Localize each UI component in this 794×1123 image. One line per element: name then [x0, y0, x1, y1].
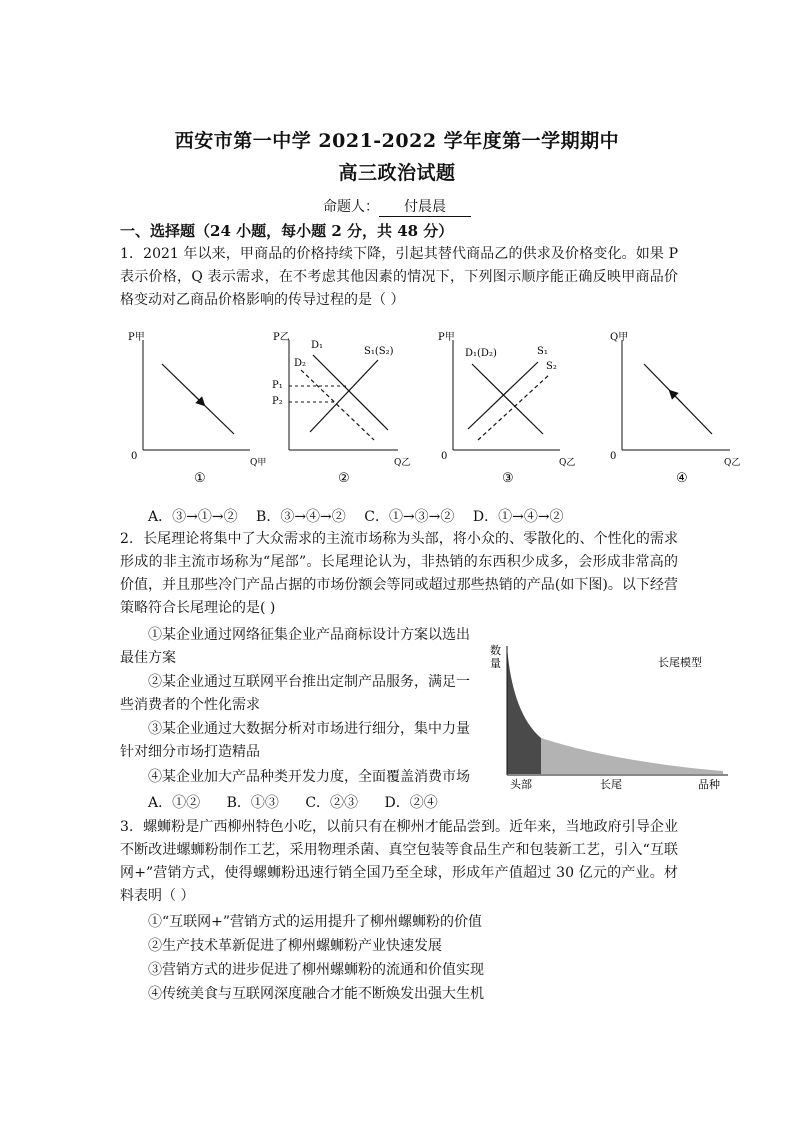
q3-item-1[interactable]: ①“互联网+”营销方式的运用提升了柳州螺蛳粉的价值 [148, 914, 483, 930]
graph1-y-label: P甲 [128, 332, 145, 343]
graph2-number: ② [338, 471, 350, 486]
graph4-x-label: Q乙 [724, 458, 741, 468]
q2-item-3-line1[interactable]: ③某企业通过大数据分析对市场进行细分，集中力量 [148, 721, 470, 737]
q1-option-d[interactable]: D．①→④→② [472, 509, 564, 525]
graph3-s2-label: S₂ [546, 361, 557, 372]
q3-item-4[interactable]: ④传统美食与互联网深度融合才能不断焕发出强大生机 [148, 986, 484, 1002]
graph3-x-label: Q乙 [559, 458, 576, 468]
graph-4 [610, 331, 740, 486]
graph3-number: ③ [502, 471, 514, 486]
q1-option-c[interactable]: C．①→③→② [364, 509, 455, 525]
graph2-x-label: Q乙 [394, 458, 411, 468]
q1-options [148, 506, 578, 526]
chart-tail-label: 长尾 [600, 778, 622, 791]
graph1-origin: 0 [131, 451, 138, 462]
q2-options [148, 792, 452, 812]
author-name: 付晨晨 [379, 196, 471, 217]
tail-area [541, 738, 723, 774]
q2-item-1-line1[interactable]: ①某企业通过网络征集企业产品商标设计方案以选出 [148, 627, 470, 643]
q3-stem: 3．螺蛳粉是广西柳州特色小吃，以前只有在柳州才能品尝到。近年来，当地政府引导企业不断改进螺蛳粉制作工艺，采用物理杀菌、真空包装等食品生产和包装新工艺，引入“互联网+”营销方式，使得螺蛳粉迅速行销全国乃至全球，形成年产值超过 30 亿元的产业。材料表明（ ） [120, 819, 678, 904]
section-heading: 一、选择题（24 小题，每小题 2 分，共 48 分） [120, 222, 454, 240]
q2-option-b[interactable]: B．①③ [226, 795, 279, 811]
q1-option-a[interactable]: A．③→①→② [148, 509, 238, 525]
q2-item-4[interactable]: ④某企业加大产品种类开发力度，全面覆盖消费市场 [148, 769, 470, 785]
graph2-d2-label: D₂ [294, 358, 307, 369]
graph2-p1-label: P₁ [272, 380, 283, 391]
graph2-y-label: P乙 [273, 332, 290, 343]
q1-option-b[interactable]: B．③→④→② [256, 509, 346, 525]
graph1-number: ① [194, 471, 206, 486]
graph3-d-label: D₁(D₂) [465, 348, 497, 359]
q1-stem: 1．2021 年以来，甲商品的价格持续下降，引起其替代商品乙的供求及价格变化。如果 P 表示价格，Q 表示需求，在不考虑其他因素的情况下，下列图示顺序能正确反映甲商品价格变动对乙商品价格影响的传导过程的是（ ） [120, 246, 678, 308]
author-line [0, 196, 794, 217]
q1-graphs [110, 322, 760, 492]
chart-head-label: 头部 [510, 778, 532, 791]
chart-title: 长尾模型 [658, 656, 702, 669]
exam-title-line1: 西安市第一中学 2021-2022 学年度第一学期期中 [174, 130, 620, 152]
q2-option-d[interactable]: D．②④ [384, 795, 438, 811]
graph2-p2-label: P₂ [272, 396, 283, 407]
graph4-origin: 0 [610, 451, 617, 462]
q2-item-2-line1[interactable]: ②某企业通过互联网平台推出定制产品服务，满足一 [148, 674, 470, 690]
graph-2 [272, 331, 410, 486]
q3-item-3[interactable]: ③营销方式的进步促进了柳州螺蛳粉的流通和价值实现 [148, 962, 484, 978]
q3-item-2[interactable]: ②生产技术革新促进了柳州螺蛳粉产业快速发展 [148, 938, 442, 954]
graph4-y-label: Q甲 [610, 332, 629, 343]
chart-y-label-2: 量 [490, 657, 501, 670]
graph3-y-label: P甲 [438, 332, 455, 343]
graph2-d1-label: D₁ [311, 340, 324, 351]
q2-item-1-line2: 最佳方案 [120, 650, 176, 666]
q2-item-2-line2: 些消费者的个性化需求 [120, 697, 260, 713]
graph4-number: ④ [676, 471, 688, 486]
chart-x-label: 品种 [698, 778, 720, 791]
q2-item-3-line2: 针对细分市场打造精品 [120, 744, 260, 760]
q2-stem: 2．长尾理论将集中了大众需求的主流市场称为头部，将小众的、零散化的、个性化的需求形成的非主流市场称为“尾部”。长尾理论认为，非热销的东西积少成多，会形成非常高的价值，并且那些冷门产品占据的市场份额会等同或超过那些热销的产品(如下图)。以下经营策略符合长尾理论的是( ) [120, 531, 678, 616]
graph-1 [128, 331, 266, 486]
chart-y-label-1: 数 [490, 644, 501, 657]
head-area [507, 646, 541, 774]
q2-option-a[interactable]: A．①② [148, 795, 201, 811]
graph2-s-label: S₁(S₂) [364, 346, 394, 357]
author-label: 命题人： [323, 199, 379, 215]
long-tail-chart [488, 638, 750, 794]
graph3-s1-label: S₁ [537, 346, 548, 357]
q2-option-c[interactable]: C．②③ [305, 795, 359, 811]
graph-3 [438, 331, 575, 486]
graph3-origin: 0 [441, 451, 448, 462]
exam-title-line2: 高三政治试题 [338, 162, 456, 184]
graph1-x-label: Q甲 [250, 458, 267, 468]
